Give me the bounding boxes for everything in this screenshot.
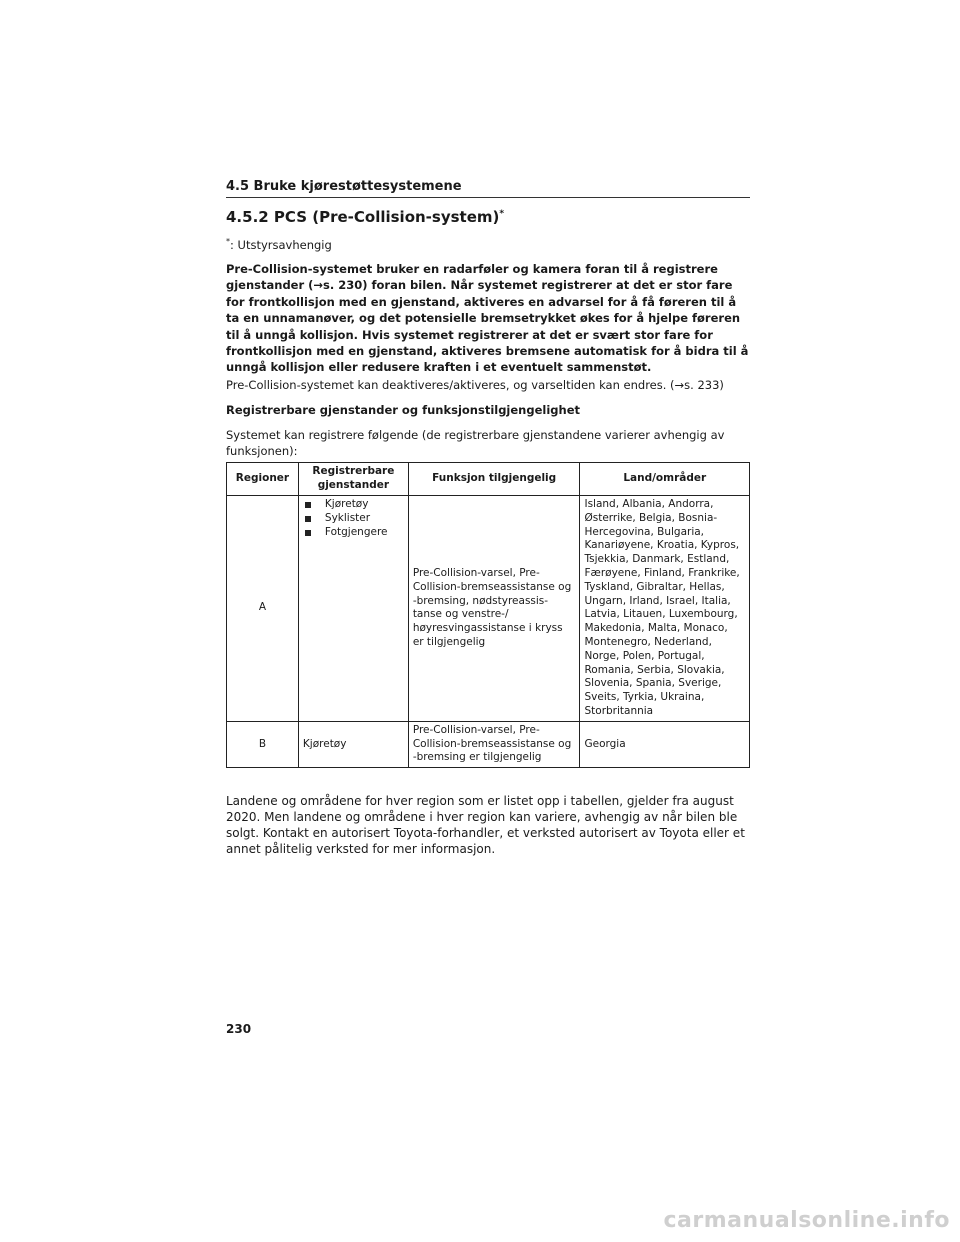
subheading: Registrerbare gjenstander og funksjonstilgjengelighet [226, 403, 580, 417]
table-row [227, 496, 750, 722]
header-regions: Regioner [227, 463, 299, 496]
title-footnote-marker: * [499, 209, 505, 219]
detection-paragraph: Systemet kan registrere følgende (de registrerbare gjenstandene varierer avhengig av funksjonen): [226, 428, 725, 458]
list-item: Fotgjengere [303, 526, 404, 540]
section-header: 4.5 Bruke kjørestøttesystemene [226, 179, 750, 198]
validity-paragraph: Landene og områdene for hver region som er listet opp i tabellen, gjelder fra august 2020. Men landene og områdene i hver region kan variere, avhengig av når bilen ble solgt. Kontakt en autorisert Toyota-forhandler, et verksted autorisert av Toyota eller et annet pålitelig verksted for mer informasjon. [226, 794, 745, 856]
region-cell: A [227, 496, 299, 722]
header-countries: Land/områder [580, 463, 750, 496]
objects-cell: Kjøretøy [298, 721, 408, 767]
page-number: 230 [226, 1022, 252, 1036]
function-cell: Pre-Collision-varsel, Pre-Collision-bremseassistanse og -bremsing, nødstyreassis-tanse og venstre-/ høyresvingassistanse i kryss er tilgjengelig [408, 496, 580, 722]
page-title [226, 208, 504, 226]
region-table [226, 462, 750, 768]
header-objects: Registrerbare gjenstander [298, 463, 408, 496]
header-function: Funksjon tilgjengelig [408, 463, 580, 496]
objects-list [303, 498, 404, 539]
list-item: Syklister [303, 512, 404, 526]
objects-cell [298, 496, 408, 722]
table-row [227, 721, 750, 767]
function-cell: Pre-Collision-varsel, Pre-Collision-bremseassistanse og -bremsing er tilgjengelig [408, 721, 580, 767]
intro-paragraph: Pre-Collision-systemet bruker en radarføler og kamera foran til å registrere gjenstander (→s. 230) foran bilen. Når systemet registrerer at det er stor fare for frontkollisjon med en gjenstand, aktiveres en advarsel for å få føreren til å ta en unnamanøver, og det potensielle bremsetrykket økes for å hjelpe føreren til å unngå kollisjon. Hvis systemet registrerer at det er svært stor fare for frontkollisjon med en gjenstand, aktiveres bremsene automatisk for å bidra til å unngå kollisjon eller redusere kraften i et eventuelt sammenstøt. [226, 262, 749, 375]
table-header-row [227, 463, 750, 496]
countries-cell: Georgia [580, 721, 750, 767]
footnote-text: : Utstyrsavhengig [230, 237, 332, 252]
page-title-text: 4.5.2 PCS (Pre-Collision-system) [226, 208, 500, 226]
countries-cell: Island, Albania, Andorra, Østerrike, Belgia, Bosnia-Hercegovina, Bulgaria, Kanariøyene, Kroatia, Kypros, Tsjekkia, Danmark, Estland, Færøyene, Finland, Frankrike, Tyskland, Gibraltar, Hellas, Ungarn, Irland, Israel, Italia, Latvia, Litauen, Luxembourg, Makedonia, Malta, Monaco, Montenegro, Nederland, Norge, Polen, Portugal, Romania, Serbia, Slovakia, Slovenia, Spania, Sverige, Sveits, Tyrkia, Ukraina, Storbritannia [580, 496, 750, 722]
region-cell: B [227, 721, 299, 767]
settings-paragraph: Pre-Collision-systemet kan deaktiveres/aktiveres, og varseltiden kan endres. (→s. 233) [226, 378, 724, 392]
watermark: carmanualsonline.info [663, 1208, 950, 1233]
footnote-marker: * [226, 237, 230, 246]
list-item: Kjøretøy [303, 498, 404, 512]
footnote [226, 237, 332, 252]
